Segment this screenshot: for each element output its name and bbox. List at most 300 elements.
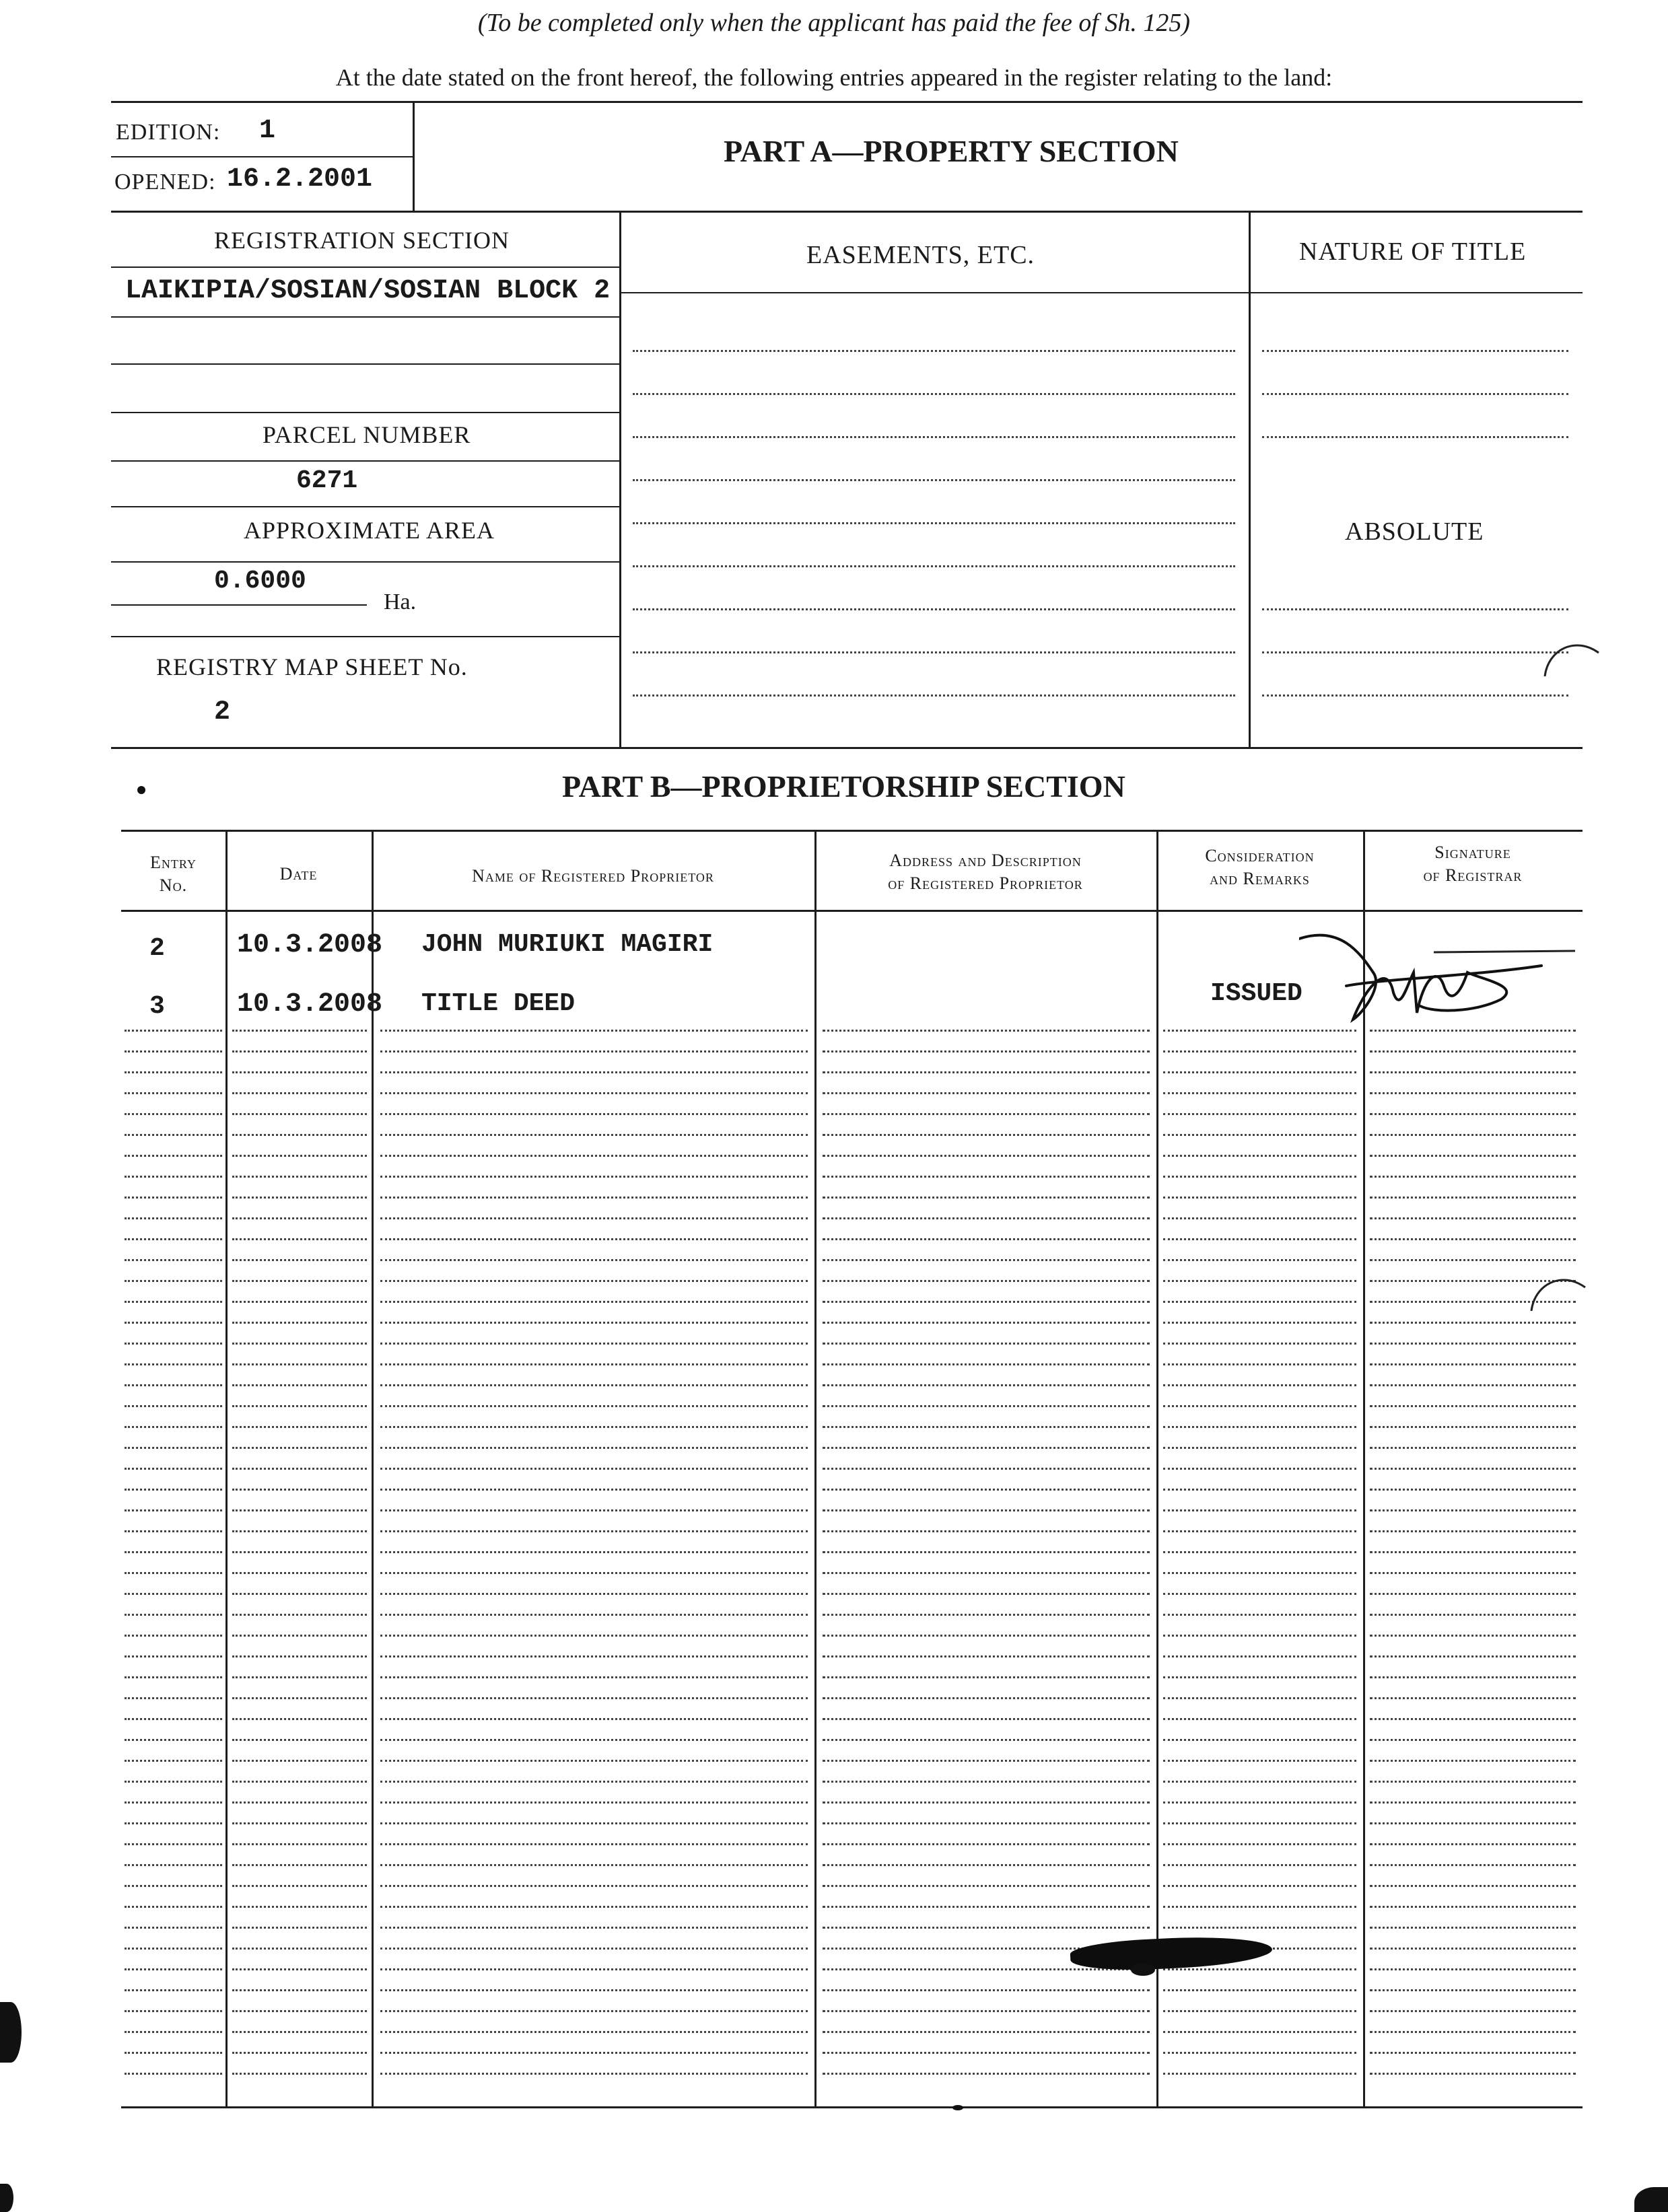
dotted-rule xyxy=(125,1071,222,1073)
dotted-rule xyxy=(1163,1843,1356,1845)
dotted-rule xyxy=(125,2052,222,2054)
dotted-rule xyxy=(823,1864,1150,1866)
dotted-rule xyxy=(125,1134,222,1136)
dotted-rule xyxy=(125,1509,222,1511)
dotted-rule xyxy=(380,1259,808,1261)
dotted-rule xyxy=(1163,1718,1356,1720)
dotted-rule xyxy=(380,1843,808,1845)
dotted-rule xyxy=(1370,1864,1576,1866)
dotted-rule xyxy=(1163,1572,1356,1574)
col-address-header-line2: of Registered Proprietor xyxy=(888,873,1083,893)
dotted-rule xyxy=(125,1530,222,1532)
row-2-remarks: ISSUED xyxy=(1210,979,1302,1008)
edge-mark-left-bottom xyxy=(0,2184,13,2212)
dotted-rule xyxy=(125,1801,222,1804)
dotted-rule xyxy=(1370,1322,1576,1324)
dotted-rule xyxy=(1163,1280,1356,1282)
edition-label: EDITION: xyxy=(116,120,221,145)
dotted-rule xyxy=(380,1092,808,1094)
dotted-rule xyxy=(823,1509,1150,1511)
dotted-rule xyxy=(1163,1781,1356,1783)
dotted-rule xyxy=(380,1760,808,1762)
dotted-rule xyxy=(1163,1864,1356,1866)
dotted-rule xyxy=(823,1676,1150,1678)
dotted-rule xyxy=(232,1363,367,1365)
dotted-rule xyxy=(1163,1676,1356,1678)
dotted-rule xyxy=(232,1718,367,1720)
dotted-rule xyxy=(380,1050,808,1053)
dotted-rule xyxy=(1163,1885,1356,1887)
dotted-rule xyxy=(232,2073,367,2075)
dotted-rule xyxy=(823,1739,1150,1741)
dotted-rule xyxy=(1163,1426,1356,1428)
dotted-rule xyxy=(232,1155,367,1157)
dotted-rule xyxy=(380,1405,808,1407)
dotted-rule xyxy=(823,1217,1150,1219)
dotted-rule xyxy=(823,1322,1150,1324)
row-1-entry: 2 xyxy=(149,934,165,963)
dotted-rule xyxy=(1370,1968,1576,1970)
dotted-rule xyxy=(125,1739,222,1741)
dotted-rule xyxy=(125,1635,222,1637)
dotted-rule xyxy=(823,1259,1150,1261)
nature-of-title-label: NATURE OF TITLE xyxy=(1299,238,1527,266)
dotted-rule xyxy=(232,1113,367,1115)
col-address-header xyxy=(814,849,1156,895)
dotted-rule xyxy=(125,1176,222,1178)
dotted-rule xyxy=(823,1050,1150,1053)
dotted-rule xyxy=(232,1739,367,1741)
dotted-rule xyxy=(125,1885,222,1887)
dotted-rule xyxy=(125,1030,222,1032)
dotted-rule xyxy=(1370,1489,1576,1491)
dotted-rule xyxy=(1370,1259,1576,1261)
dotted-rule xyxy=(232,1655,367,1657)
dotted-rule xyxy=(633,522,1235,524)
dotted-rule xyxy=(823,1405,1150,1407)
dotted-rule xyxy=(125,1572,222,1574)
dotted-rule xyxy=(1370,1760,1576,1762)
dotted-rule xyxy=(232,1050,367,1053)
dotted-rule xyxy=(823,1489,1150,1491)
col-consideration-header-line2: and Remarks xyxy=(1210,869,1310,888)
nature-of-title-value: ABSOLUTE xyxy=(1345,518,1484,546)
dotted-rule xyxy=(125,1468,222,1470)
dotted-rule xyxy=(232,1259,367,1261)
dotted-rule xyxy=(1163,1197,1356,1199)
parcel-number-label: PARCEL NUMBER xyxy=(263,421,471,448)
dotted-rule xyxy=(1163,2010,1356,2012)
dotted-rule xyxy=(823,1697,1150,1699)
dotted-rule xyxy=(823,1447,1150,1449)
dotted-rule xyxy=(1163,1822,1356,1824)
dotted-rule xyxy=(380,1530,808,1532)
dotted-rule xyxy=(232,1217,367,1219)
dotted-rule xyxy=(232,2031,367,2033)
dotted-rule xyxy=(823,1197,1150,1199)
dotted-rule xyxy=(1163,1384,1356,1386)
dotted-rule xyxy=(1370,1030,1576,1032)
dotted-rule xyxy=(380,1968,808,1970)
dotted-rule xyxy=(380,1176,808,1178)
dotted-rule xyxy=(1370,1739,1576,1741)
dotted-rule xyxy=(232,1405,367,1407)
dotted-rule xyxy=(823,1280,1150,1282)
dotted-rule xyxy=(232,1968,367,1970)
dotted-rule xyxy=(1370,1697,1576,1699)
dotted-rule xyxy=(823,1781,1150,1783)
col-consideration-header-line1: Consideration xyxy=(1205,846,1315,865)
dotted-rule xyxy=(633,608,1235,610)
dotted-rule xyxy=(125,1718,222,1720)
dotted-rule xyxy=(232,1238,367,1240)
dotted-rule xyxy=(232,2052,367,2054)
dotted-rule xyxy=(125,1050,222,1053)
dotted-rule xyxy=(1370,2052,1576,2054)
dotted-rule xyxy=(633,350,1235,352)
dotted-rule xyxy=(1370,1801,1576,1804)
dotted-rule xyxy=(232,1447,367,1449)
dotted-rule xyxy=(1370,1217,1576,1219)
dotted-rule xyxy=(1370,1572,1576,1574)
dotted-rule xyxy=(1370,1134,1576,1136)
dotted-rule xyxy=(232,1301,367,1303)
dotted-rule xyxy=(380,1217,808,1219)
dotted-rule xyxy=(1370,2073,1576,2075)
dotted-rule xyxy=(1370,1426,1576,1428)
dotted-rule xyxy=(232,1134,367,1136)
col-signature-header-line1: Signature xyxy=(1434,843,1511,862)
dotted-rule xyxy=(823,1384,1150,1386)
dotted-rule xyxy=(1163,1343,1356,1345)
dotted-rule xyxy=(1163,1801,1356,1804)
dotted-rule xyxy=(232,1760,367,1762)
dotted-rule xyxy=(380,1948,808,1950)
dotted-rule xyxy=(1370,2031,1576,2033)
dotted-rule xyxy=(232,1489,367,1491)
dotted-rule xyxy=(380,1801,808,1804)
dotted-rule xyxy=(125,1843,222,1845)
dotted-rule xyxy=(125,1676,222,1678)
dotted-rule xyxy=(823,1551,1150,1553)
dotted-rule xyxy=(1370,1197,1576,1199)
dotted-rule xyxy=(125,1426,222,1428)
dotted-rule xyxy=(125,1113,222,1115)
col-entry-header-line2: No. xyxy=(159,876,188,895)
dotted-rule xyxy=(823,1718,1150,1720)
dotted-rule xyxy=(232,1030,367,1032)
dotted-rule xyxy=(1370,1238,1576,1240)
easements-label: EASEMENTS, ETC. xyxy=(806,241,1035,269)
dotted-rule xyxy=(232,1071,367,1073)
registry-map-value: 2 xyxy=(214,697,231,727)
dotted-rule xyxy=(232,1280,367,1282)
stray-dot xyxy=(137,786,145,794)
dotted-rule xyxy=(232,1593,367,1595)
dotted-rule xyxy=(232,1176,367,1178)
dotted-rule xyxy=(380,1655,808,1657)
dotted-rule xyxy=(380,1280,808,1282)
stray-dot-2 xyxy=(952,2105,963,2110)
dotted-rule xyxy=(232,1822,367,1824)
dotted-rule xyxy=(125,1989,222,1991)
dotted-rule xyxy=(232,1572,367,1574)
dotted-rule xyxy=(1163,1655,1356,1657)
dotted-rule xyxy=(1163,1092,1356,1094)
area-unit: Ha. xyxy=(384,590,417,614)
dotted-rule xyxy=(823,2031,1150,2033)
dotted-rule xyxy=(1163,1635,1356,1637)
dotted-rule xyxy=(823,1593,1150,1595)
register-intro: At the date stated on the front hereof, the following entries appeared in the register relating to the land: xyxy=(335,64,1333,91)
dotted-rule xyxy=(125,1593,222,1595)
dotted-rule xyxy=(125,1322,222,1324)
dotted-rule xyxy=(823,1801,1150,1804)
dotted-rule xyxy=(1163,1238,1356,1240)
dotted-rule xyxy=(380,1614,808,1616)
dotted-rule xyxy=(823,1989,1150,1991)
dotted-rule xyxy=(823,1655,1150,1657)
dotted-rule xyxy=(125,1405,222,1407)
dotted-rule xyxy=(232,1948,367,1950)
dotted-rule xyxy=(125,1864,222,1866)
dotted-rule xyxy=(633,479,1235,481)
dotted-rule xyxy=(633,565,1235,567)
dotted-rule xyxy=(380,1927,808,1929)
dotted-rule xyxy=(1370,1614,1576,1616)
dotted-rule xyxy=(1163,1468,1356,1470)
dotted-rule xyxy=(1163,1614,1356,1616)
dotted-rule xyxy=(1262,393,1568,395)
dotted-rule xyxy=(380,1155,808,1157)
dotted-rule xyxy=(380,1426,808,1428)
dotted-rule xyxy=(380,1718,808,1720)
dotted-rule xyxy=(125,1447,222,1449)
dotted-rule xyxy=(1370,1405,1576,1407)
dotted-rule xyxy=(1370,1635,1576,1637)
dotted-rule xyxy=(232,1781,367,1783)
dotted-rule xyxy=(232,1697,367,1699)
dotted-rule xyxy=(125,1697,222,1699)
dotted-rule xyxy=(232,1989,367,1991)
dotted-rule xyxy=(1370,1092,1576,1094)
dotted-rule xyxy=(232,1906,367,1908)
dotted-rule xyxy=(1370,1343,1576,1345)
dotted-rule xyxy=(1163,1697,1356,1699)
col-name-header: Name of Registered Proprietor xyxy=(472,866,714,886)
dotted-rule xyxy=(823,1343,1150,1345)
dotted-rule xyxy=(1163,1050,1356,1053)
dotted-rule xyxy=(380,1551,808,1553)
dotted-rule xyxy=(380,1322,808,1324)
dotted-rule xyxy=(232,1635,367,1637)
dotted-rule xyxy=(380,1989,808,1991)
dotted-rule xyxy=(380,1864,808,1866)
dotted-rule xyxy=(1163,1259,1356,1261)
dotted-rule xyxy=(823,1301,1150,1303)
dotted-rule xyxy=(125,1092,222,1094)
dotted-rule xyxy=(823,1030,1150,1032)
dotted-rule xyxy=(125,1968,222,1970)
dotted-rule xyxy=(1163,1301,1356,1303)
dotted-rule xyxy=(380,1635,808,1637)
dotted-rule xyxy=(1370,1551,1576,1553)
dotted-rule xyxy=(380,1071,808,1073)
dotted-rule xyxy=(125,1155,222,1157)
dotted-rule xyxy=(823,1968,1150,1970)
dotted-rule xyxy=(125,1363,222,1365)
approximate-area-value: 0.6000 xyxy=(214,567,306,596)
dotted-rule xyxy=(1370,1593,1576,1595)
dotted-rule xyxy=(1163,1113,1356,1115)
row-1-name: JOHN MURIUKI MAGIRI xyxy=(421,930,714,959)
registration-section-value: LAIKIPIA/SOSIAN/SOSIAN BLOCK 2 xyxy=(125,276,611,306)
dotted-rule xyxy=(633,694,1235,697)
punch-hole-top xyxy=(1541,636,1602,683)
dotted-rule xyxy=(232,1843,367,1845)
dotted-rule xyxy=(1370,1509,1576,1511)
punch-hole-bottom xyxy=(1528,1271,1589,1318)
dotted-rule xyxy=(1163,1363,1356,1365)
dotted-rule xyxy=(823,1635,1150,1637)
dotted-rule xyxy=(1262,436,1568,438)
dotted-rule xyxy=(1163,1489,1356,1491)
registration-section-label: REGISTRATION SECTION xyxy=(214,227,510,254)
dotted-rule xyxy=(1262,694,1568,697)
dotted-rule xyxy=(232,1927,367,1929)
dotted-rule xyxy=(823,1530,1150,1532)
dotted-rule xyxy=(1163,1155,1356,1157)
dotted-rule xyxy=(125,1906,222,1908)
dotted-rule xyxy=(232,1885,367,1887)
dotted-rule xyxy=(125,1301,222,1303)
dotted-rule xyxy=(380,1906,808,1908)
dotted-rule xyxy=(1370,1948,1576,1950)
dotted-rule xyxy=(1163,1509,1356,1511)
dotted-rule xyxy=(380,1113,808,1115)
dotted-rule xyxy=(232,1197,367,1199)
approximate-area-label: APPROXIMATE AREA xyxy=(244,517,495,544)
dotted-rule xyxy=(380,1238,808,1240)
dotted-rule xyxy=(125,1781,222,1783)
fee-note: (To be completed only when the applicant has paid the fee of Sh. 125) xyxy=(477,9,1191,37)
dotted-rule xyxy=(823,1760,1150,1762)
dotted-rule xyxy=(232,1801,367,1804)
dotted-rule xyxy=(380,1489,808,1491)
dotted-rule xyxy=(1370,1781,1576,1783)
dotted-rule xyxy=(380,1447,808,1449)
dotted-rule xyxy=(232,1092,367,1094)
dotted-rule xyxy=(1370,1530,1576,1532)
dotted-rule xyxy=(633,436,1235,438)
col-signature-header-line2: of Registrar xyxy=(1423,865,1523,885)
row-2-entry: 3 xyxy=(149,992,165,1021)
dotted-rule xyxy=(1163,1030,1356,1032)
opened-label: OPENED: xyxy=(114,170,216,194)
dotted-rule xyxy=(1163,1906,1356,1908)
dotted-rule xyxy=(823,2073,1150,2075)
dotted-rule xyxy=(380,1134,808,1136)
dotted-rule xyxy=(1370,1363,1576,1365)
dotted-rule xyxy=(1370,1822,1576,1824)
dotted-rule xyxy=(1370,1113,1576,1115)
dotted-rule xyxy=(125,1760,222,1762)
dotted-rule xyxy=(125,1927,222,1929)
dotted-rule xyxy=(1163,1322,1356,1324)
dotted-rule xyxy=(1163,1071,1356,1073)
dotted-rule xyxy=(380,2010,808,2012)
row-1-date: 10.3.2008 xyxy=(237,930,383,960)
dotted-rule xyxy=(1370,1384,1576,1386)
dotted-rule xyxy=(125,2010,222,2012)
ink-blot-drop xyxy=(1131,1964,1155,1976)
dotted-rule xyxy=(1370,1655,1576,1657)
dotted-rule xyxy=(1163,1989,1356,1991)
dotted-rule xyxy=(232,1676,367,1678)
part-a-title: PART A—PROPERTY SECTION xyxy=(724,134,1179,168)
dotted-rule xyxy=(823,1822,1150,1824)
dotted-rule xyxy=(823,1614,1150,1616)
dotted-rule xyxy=(380,1343,808,1345)
dotted-rule xyxy=(823,1134,1150,1136)
dotted-rule xyxy=(1370,1718,1576,1720)
dotted-rule xyxy=(1163,1134,1356,1136)
col-address-header-line1: Address and Description xyxy=(889,851,1082,870)
registrar-signature xyxy=(1299,912,1582,1040)
dotted-rule xyxy=(823,2052,1150,2054)
dotted-rule xyxy=(232,1864,367,1866)
dotted-rule xyxy=(232,1343,367,1345)
dotted-rule xyxy=(1163,1405,1356,1407)
registry-map-label: REGISTRY MAP SHEET No. xyxy=(156,653,468,680)
dotted-rule xyxy=(823,1906,1150,1908)
dotted-rule xyxy=(125,1280,222,1282)
dotted-rule xyxy=(823,1426,1150,1428)
edition-value: 1 xyxy=(259,116,276,146)
dotted-rule xyxy=(1163,1593,1356,1595)
dotted-rule xyxy=(125,2073,222,2075)
dotted-rule xyxy=(232,1384,367,1386)
dotted-rule xyxy=(1370,1050,1576,1053)
dotted-rule xyxy=(823,2010,1150,2012)
dotted-rule xyxy=(1163,1530,1356,1532)
dotted-rule xyxy=(380,1509,808,1511)
dotted-rule xyxy=(1163,1217,1356,1219)
edge-mark-right xyxy=(1634,2187,1668,2212)
dotted-rule xyxy=(380,1885,808,1887)
dotted-rule xyxy=(823,1113,1150,1115)
dotted-rule xyxy=(1370,1071,1576,1073)
dotted-rule xyxy=(1370,1155,1576,1157)
dotted-rule xyxy=(1262,608,1568,610)
dotted-rule xyxy=(125,1614,222,1616)
dotted-rule xyxy=(1370,1989,1576,1991)
ink-blot xyxy=(1070,1933,1273,1974)
dotted-rule xyxy=(380,1197,808,1199)
dotted-rule xyxy=(823,1468,1150,1470)
dotted-rule xyxy=(125,1197,222,1199)
dotted-rule xyxy=(823,1155,1150,1157)
dotted-rule xyxy=(823,1927,1150,1929)
dotted-rule xyxy=(1262,350,1568,352)
dotted-rule xyxy=(1370,1676,1576,1678)
dotted-rule xyxy=(125,1343,222,1345)
dotted-rule xyxy=(823,1885,1150,1887)
dotted-rule xyxy=(1163,1447,1356,1449)
dotted-rule xyxy=(380,1363,808,1365)
dotted-rule xyxy=(633,393,1235,395)
dotted-rule xyxy=(380,1739,808,1741)
